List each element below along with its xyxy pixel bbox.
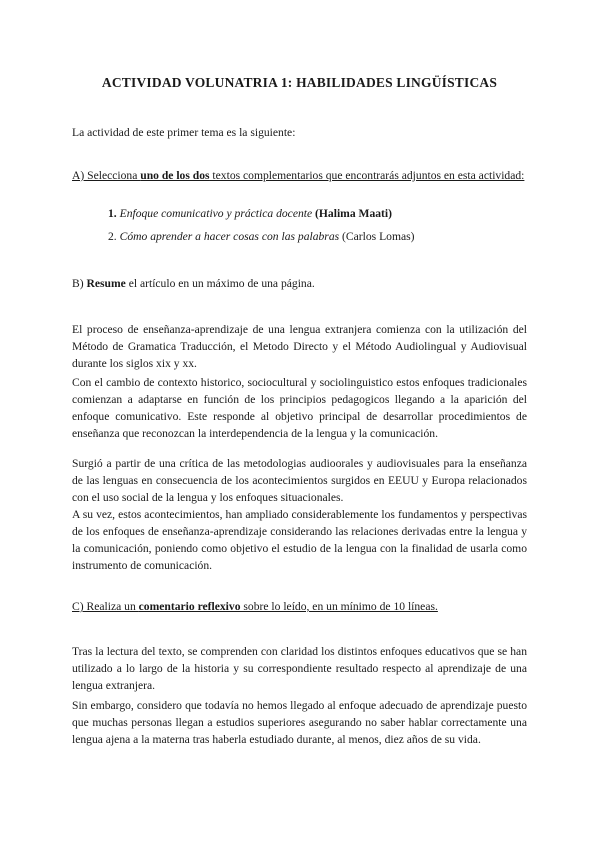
section-a-prefix: A) Selecciona [72,169,141,182]
section-b-suffix: el artículo en un máximo de una página. [125,277,315,290]
list-item [108,205,528,222]
summary-paragraph: El proceso de enseñanza-aprendizaje de una lengua extranjera comienza con la utilización del Método de Gramatica Traducción, el Metodo Directo y el Método Audiolingual y Audiovisual durante los siglos xix y xx. [72,323,527,370]
section-a-heading [72,167,527,184]
page-title: ACTIVIDAD VOLUNATRIA 1: HABILIDADES LINGÜÍSTICAS [101,75,498,90]
section-a-bold: uno de los dos [140,169,210,182]
intro-text: La actividad de este primer tema es la siguiente: [72,126,296,139]
list-item-title: Cómo aprender a hacer cosas con las palabras [119,230,340,243]
section-c-heading [72,598,527,615]
list-item-author: (Halima Maati) [315,207,392,220]
list-item [108,228,528,245]
list-item-number: 2. [108,230,117,243]
section-b-prefix: B) [72,277,87,290]
section-c-suffix: sobre lo leído, en un mínimo de 10 líneas. [240,600,438,613]
list-item-number: 1. [108,207,117,220]
list-item-title: Enfoque comunicativo y práctica docente [119,207,313,220]
comment-paragraph: Tras la lectura del texto, se comprenden con claridad los distintos enfoques educativos que se han utilizado a lo largo de la historia y su correspondiente resultado respecto al aprendizaje de una lengua extranjera. [72,645,527,692]
section-b-bold: Resume [86,277,126,290]
section-b-heading [72,275,527,292]
summary-paragraph: Con el cambio de contexto historico, sociocultural y sociolinguistico estos enfoques tradicionales comienzan a adaptarse en función de los principios pedagogicos llegando a la aparición del enfoque comunicativo. Este responde al objetivo principal de desarrollar procedimientos de enseñanza que reconozcan la interdependencia de la lengua y la comunicación. [72,376,527,440]
section-a-suffix: textos complementarios que encontrarás adjuntos en esta actividad: [209,169,525,182]
summary-paragraph: A su vez, estos acontecimientos, han ampliado considerablemente los fundamentos y perspectivas de los enfoques de enseñanza-aprendizaje considerando las relaciones derivadas entre la lengua y la comunicación, poniendo como objetivo el estudio de la lengua con la finalidad de usarla como instrumento de comunicación. [72,508,527,572]
section-c-prefix: C) Realiza un [72,600,139,613]
section-c-bold: comentario reflexivo [138,600,241,613]
comment-paragraph: Sin embargo, considero que todavía no hemos llegado al enfoque adecuado de aprendizaje puesto que muchas personas llegan a estudios superiores asegurando no saber hablar correctamente una lengua ajena a la materna tras haberla estudiado durante, al menos, diez años de su vida. [72,699,527,746]
list-item-author: (Carlos Lomas) [342,230,415,243]
summary-paragraph: Surgió a partir de una crítica de las metodologias audioorales y audiovisuales para la enseñanza de las lenguas en consecuencia de los acontecimientos surgidos en EEUU y Europa relacionados con el uso social de la lengua y los enfoques situacionales. [72,457,527,504]
